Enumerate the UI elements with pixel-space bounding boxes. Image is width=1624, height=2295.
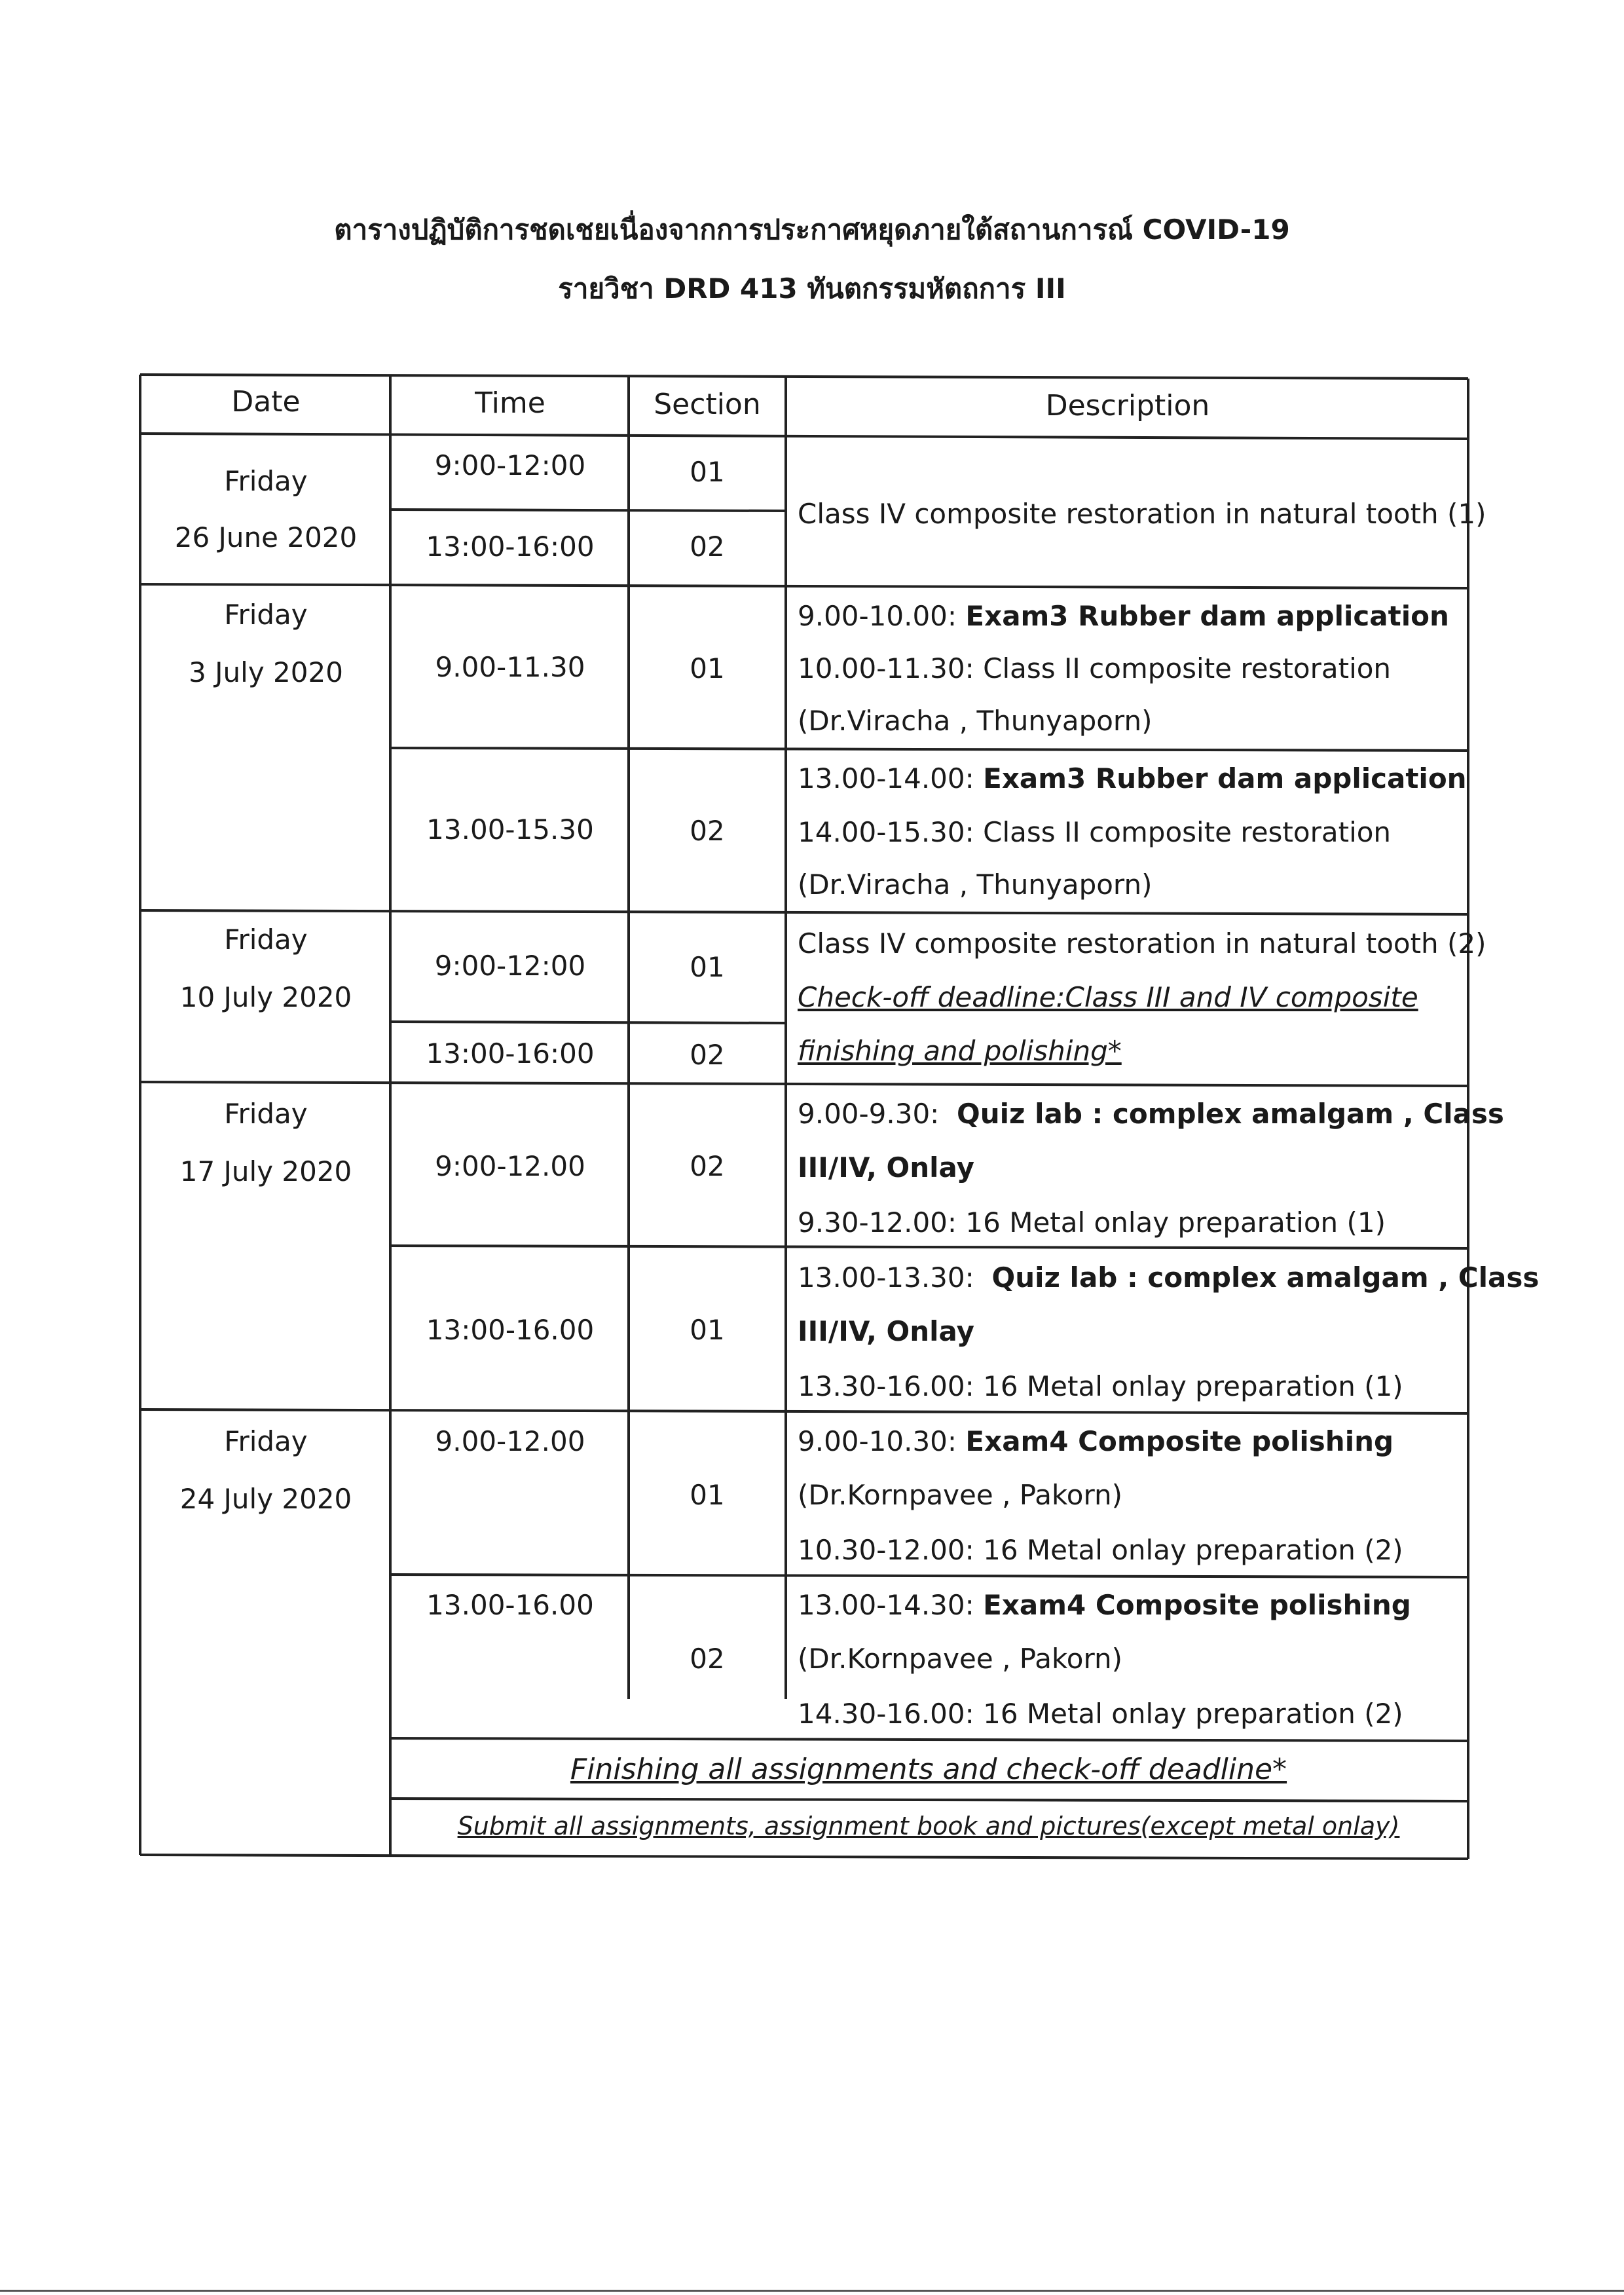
row3-section1: 01 xyxy=(690,951,725,983)
row5-time2: 13.00-16.00 xyxy=(426,1589,594,1621)
row5-desc-line3: 10.30-12.00: 16 Metal onlay preparation (2) xyxy=(798,1534,1403,1566)
header-section: Section xyxy=(654,388,761,421)
row5-desc-line6: 14.30-16.00: 16 Metal onlay preparation (2) xyxy=(798,1698,1403,1730)
row5-section2: 02 xyxy=(690,1643,725,1675)
row5-desc-line4: 13.00-14.30: Exam4 Composite polishing xyxy=(798,1589,1411,1621)
row5-desc-line1: 9.00-10.30: Exam4 Composite polishing xyxy=(798,1425,1394,1457)
course-title: รายวิชา DRD 413 ทันตกรรมหัตถการ III xyxy=(558,272,1066,305)
row5-desc-line5: (Dr.Kornpavee , Pakorn) xyxy=(798,1643,1123,1675)
row1-time2: 13:00-16:00 xyxy=(426,531,595,563)
row3-checkoff-line2: finishing and polishing* xyxy=(798,1035,1122,1067)
row4-desc-line1: 9.00-9.30: Quiz lab : complex amalgam , Class xyxy=(798,1098,1504,1130)
row3-date: 10 July 2020 xyxy=(179,981,352,1013)
row5-desc-line2: (Dr.Kornpavee , Pakorn) xyxy=(798,1479,1123,1511)
row1-description: Class IV composite restoration in natural tooth (1) xyxy=(798,498,1486,530)
row4-desc-line5: III/IV, Onlay xyxy=(798,1315,974,1347)
header-date: Date xyxy=(231,385,301,419)
row4-time2: 13:00-16.00 xyxy=(426,1314,595,1346)
row4-section2: 01 xyxy=(690,1314,725,1346)
row4-date: 17 July 2020 xyxy=(179,1155,352,1187)
row2-desc-line4: 13.00-14.00: Exam3 Rubber dam application xyxy=(798,762,1467,794)
row5-day: Friday xyxy=(224,1425,308,1457)
row2-time2: 13.00-15.30 xyxy=(426,813,594,846)
row1-day: Friday xyxy=(224,465,308,497)
row2-desc-line6: (Dr.Viracha , Thunyaporn) xyxy=(798,868,1153,901)
row2-desc-line1: 9.00-10.00: Exam3 Rubber dam application xyxy=(798,600,1449,632)
footer-submit-note: Submit all assignments, assignment book and pictures(except metal onlay) xyxy=(457,1812,1400,1840)
row3-section2: 02 xyxy=(690,1039,725,1071)
row4-desc-line2: III/IV, Onlay xyxy=(798,1151,974,1184)
row2-section1: 01 xyxy=(690,652,725,684)
row5-time1: 9.00-12.00 xyxy=(435,1425,585,1457)
row4-section1: 02 xyxy=(690,1150,725,1182)
row4-day: Friday xyxy=(224,1098,308,1130)
row3-time2: 13:00-16:00 xyxy=(426,1037,595,1070)
row2-desc-line3: (Dr.Viracha , Thunyaporn) xyxy=(798,705,1153,737)
row2-desc-line2: 10.00-11.30: Class II composite restoration xyxy=(798,652,1392,684)
row2-section2: 02 xyxy=(690,815,725,847)
row5-section1: 01 xyxy=(690,1479,725,1511)
row4-desc-line6: 13.30-16.00: 16 Metal onlay preparation (1) xyxy=(798,1370,1403,1402)
row3-time1: 9:00-12:00 xyxy=(434,950,586,982)
row1-section2: 02 xyxy=(690,531,725,563)
row1-section1: 01 xyxy=(690,456,725,488)
row5-date: 24 July 2020 xyxy=(179,1483,352,1515)
footer-deadline-note: Finishing all assignments and check-off deadline* xyxy=(570,1753,1287,1786)
row1-time1: 9:00-12:00 xyxy=(434,449,586,481)
row4-desc-line4: 13.00-13.30: Quiz lab : complex amalgam , Class xyxy=(798,1261,1540,1294)
row4-time1: 9:00-12.00 xyxy=(435,1150,585,1182)
row2-desc-line5: 14.00-15.30: Class II composite restoration xyxy=(798,816,1392,848)
row2-day: Friday xyxy=(224,599,308,631)
row2-date: 3 July 2020 xyxy=(189,656,343,688)
scan-edge-line xyxy=(0,2290,1624,2292)
row3-checkoff-line1: Check-off deadline:Class III and IV composite xyxy=(798,981,1418,1013)
row1-date: 26 June 2020 xyxy=(174,521,358,553)
row3-day: Friday xyxy=(224,924,308,956)
row2-time1: 9.00-11.30 xyxy=(435,651,585,683)
row3-desc-line1: Class IV composite restoration in natural tooth (2) xyxy=(798,927,1486,960)
header-time: Time xyxy=(475,386,545,420)
document-title: ตารางปฏิบัติการชดเชยเนื่องจากการประกาศหยุดภายใต้สถานการณ์ COVID-19 xyxy=(334,214,1290,246)
row4-desc-line3: 9.30-12.00: 16 Metal onlay preparation (1) xyxy=(798,1206,1386,1239)
header-description: Description xyxy=(1045,389,1210,422)
